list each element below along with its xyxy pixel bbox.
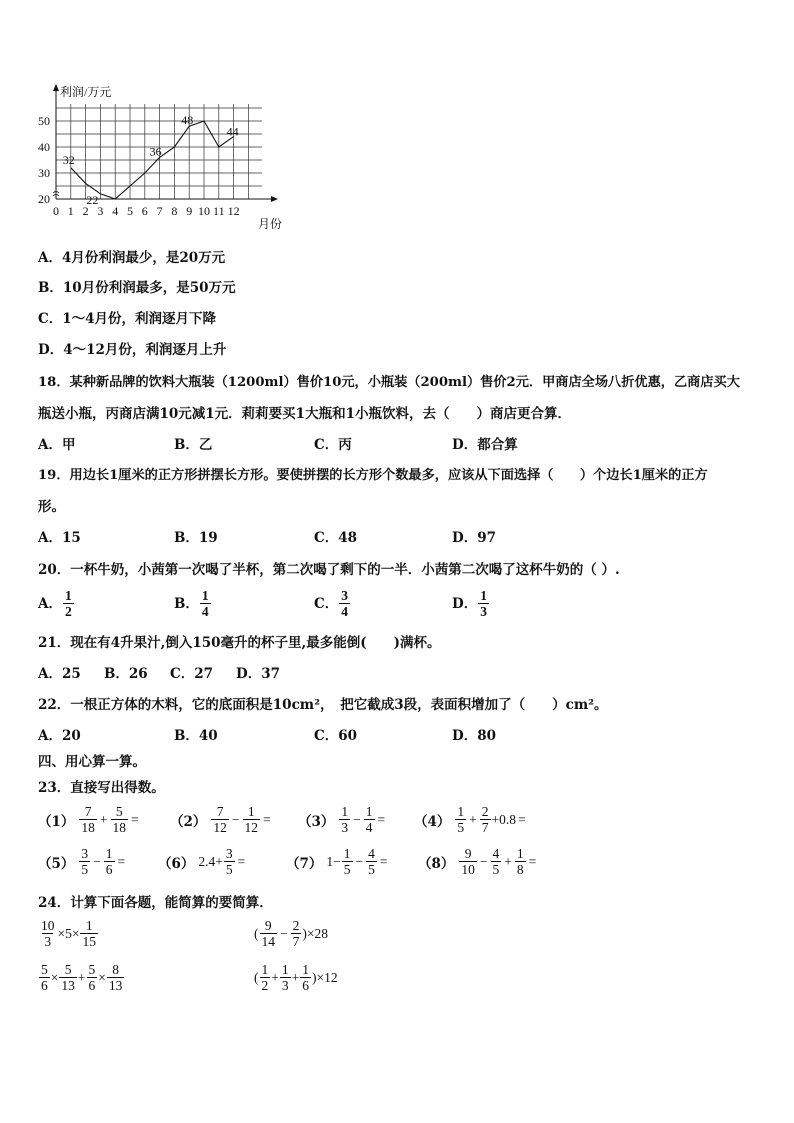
point-label-1: 32 — [62, 152, 75, 167]
q19-option-b[interactable]: B．19 — [174, 530, 218, 546]
q24-expr-4: ( $\frac{1}{2}$ + $\frac{1}{3}$ + $\frac{1}{6}$ )×12 — [254, 962, 338, 993]
q24-expr-2: ( $\frac{9}{14}$ − $\frac{2}{7}$ )×28 — [254, 918, 328, 949]
q20-option-b-fraction: $\frac{1}{4}$ — [201, 588, 209, 619]
section-4-heading: 四、用心算一算。 — [38, 754, 146, 770]
q20-text: 20．一杯牛奶，小茜第一次喝了半杯，第二次喝了剩下的一半．小茜第二次喝了这杯牛奶的（ ）. — [38, 562, 620, 578]
q19-line1: 19．用边长1厘米的正方形拼摆长方形。要使拼摆的长方形个数最多，应该从下面选择（ ）个边长1厘米的正方 — [38, 468, 708, 483]
q17-option-a[interactable]: A．4月份利润最少，是20万元 — [38, 250, 226, 266]
x-axis-arrow — [271, 196, 278, 202]
q22-option-a[interactable]: A．20 — [38, 728, 81, 744]
x-tick-10: 10 — [198, 204, 210, 218]
q20-option-a-label: A． — [38, 595, 62, 612]
x-tick-2: 2 — [82, 204, 89, 218]
q20-option-b-label: B． — [174, 595, 199, 612]
x-tick-12: 12 — [227, 204, 240, 218]
profit-line-chart — [30, 78, 300, 238]
q23-item-4: （4） $\frac{1}{5}$ + $\frac{2}{7}$ +0.8 = — [414, 804, 526, 835]
q20-option-d-label: D． — [452, 595, 478, 612]
x-tick-3: 3 — [97, 204, 104, 218]
q18-option-c[interactable]: C．丙 — [314, 437, 352, 453]
q20-option-d[interactable] — [452, 588, 490, 619]
q18-option-d[interactable]: D．都合算 — [452, 437, 518, 453]
point-label-9: 48 — [181, 113, 194, 128]
q20-option-d-fraction: $\frac{1}{3}$ — [480, 588, 487, 619]
q24-expr-1: $\frac{10}{3}$ ×5× $\frac{1}{15}$ — [41, 918, 96, 949]
q23-item-3: （3） $\frac{1}{3}$ − $\frac{1}{4}$ = — [298, 804, 386, 835]
q19-option-c[interactable]: C．48 — [314, 530, 358, 546]
q21-text: 21．现在有4升果汁,倒入150毫升的杯子里,最多能倒( )满杯。 — [38, 635, 441, 651]
point-label-12: 44 — [226, 124, 239, 139]
q22-text: 22．一根正方体的木料，它的底面积是10cm²， 把它截成3段，表面积增加了（ ）cm²。 — [38, 697, 608, 713]
x-tick-5: 5 — [127, 204, 133, 218]
q19-line2: 形。 — [38, 499, 65, 515]
point-label-7: 36 — [149, 144, 162, 159]
y-tick-20: 20 — [38, 192, 50, 206]
q20-option-a-fraction: $\frac{1}{2}$ — [64, 588, 72, 619]
point-label-3: 22 — [86, 192, 99, 207]
y-tick-40: 40 — [38, 140, 50, 154]
q22-option-c[interactable]: C．60 — [314, 728, 358, 744]
q21-option-a[interactable]: A．25 — [38, 666, 81, 682]
q20-option-c[interactable] — [314, 588, 351, 619]
q20-option-c-fraction: $\frac{3}{4}$ — [341, 588, 348, 619]
q23-item-2: （2） $\frac{7}{12}$ − $\frac{1}{12}$ = — [170, 804, 271, 835]
q18-line1: 18．某种新品牌的饮料大瓶装（1200ml）售价10元，小瓶装（200ml）售价2元．甲商店全场八折优惠，乙商店买大 — [38, 375, 740, 390]
q23-item-1: （1） $\frac{7}{18}$ + $\frac{5}{18}$ = — [38, 804, 139, 835]
q21-option-b[interactable]: B．26 — [104, 666, 148, 682]
q19-option-a[interactable]: A．15 — [38, 530, 81, 546]
q22-option-b[interactable]: B．40 — [174, 728, 218, 744]
y-axis-arrow — [53, 84, 59, 91]
q18-option-b[interactable]: B．乙 — [174, 437, 213, 453]
q20-option-c-label: C． — [314, 595, 339, 612]
x-tick-6: 6 — [141, 204, 148, 218]
y-tick-30: 30 — [38, 166, 50, 180]
chart-x-axis-label: 月份 — [258, 217, 283, 231]
q21-option-d[interactable]: D．37 — [236, 666, 280, 682]
q24-expr-3: $\frac{5}{6}$ × $\frac{5}{13}$ + $\frac{5}{6}$ × $\frac{8}{13}$ — [41, 962, 123, 993]
q18-line2: 瓶送小瓶，丙商店满10元减1元．莉莉要买1大瓶和1小瓶饮料，去（ ）商店更合算． — [38, 406, 571, 422]
x-tick-8: 8 — [171, 204, 178, 218]
q20-option-a[interactable] — [38, 588, 75, 619]
chart-y-axis-label: 利润/万元 — [60, 85, 112, 99]
q19-option-d[interactable]: D．97 — [452, 530, 496, 546]
x-tick-4: 4 — [112, 204, 119, 218]
q21-option-c[interactable]: C．27 — [170, 666, 214, 682]
q23-title: 23．直接写出得数。 — [38, 780, 165, 796]
x-tick-1: 1 — [67, 204, 74, 218]
x-tick-7: 7 — [156, 204, 163, 218]
q20-option-b[interactable] — [174, 588, 212, 619]
q17-option-b[interactable]: B．10月份利润最多，是50万元 — [38, 280, 236, 296]
q17-option-d[interactable]: D．4～12月份，利润逐月上升 — [38, 342, 227, 358]
q23-item-6: （6） 2.4+ $\frac{3}{5}$ = — [158, 846, 246, 877]
x-tick-0: 0 — [53, 204, 59, 218]
q17-option-c[interactable]: C．1～4月份，利润逐月下降 — [38, 311, 217, 327]
q23-item-8: （8） $\frac{9}{10}$ − $\frac{4}{5}$ + $\frac{1}{8}$ = — [418, 846, 537, 877]
x-tick-9: 9 — [186, 204, 193, 218]
q22-option-d[interactable]: D．80 — [452, 728, 496, 744]
q24-title: 24．计算下面各题，能简算的要简算． — [38, 895, 273, 911]
q23-item-5: （5） $\frac{3}{5}$ − $\frac{1}{6}$ = — [38, 846, 126, 877]
y-tick-50: 50 — [38, 114, 50, 128]
x-tick-11: 11 — [213, 204, 225, 218]
q18-option-a[interactable]: A．甲 — [38, 437, 76, 453]
q23-item-7: （7） 1− $\frac{1}{5}$ − $\frac{4}{5}$ = — [286, 846, 388, 877]
